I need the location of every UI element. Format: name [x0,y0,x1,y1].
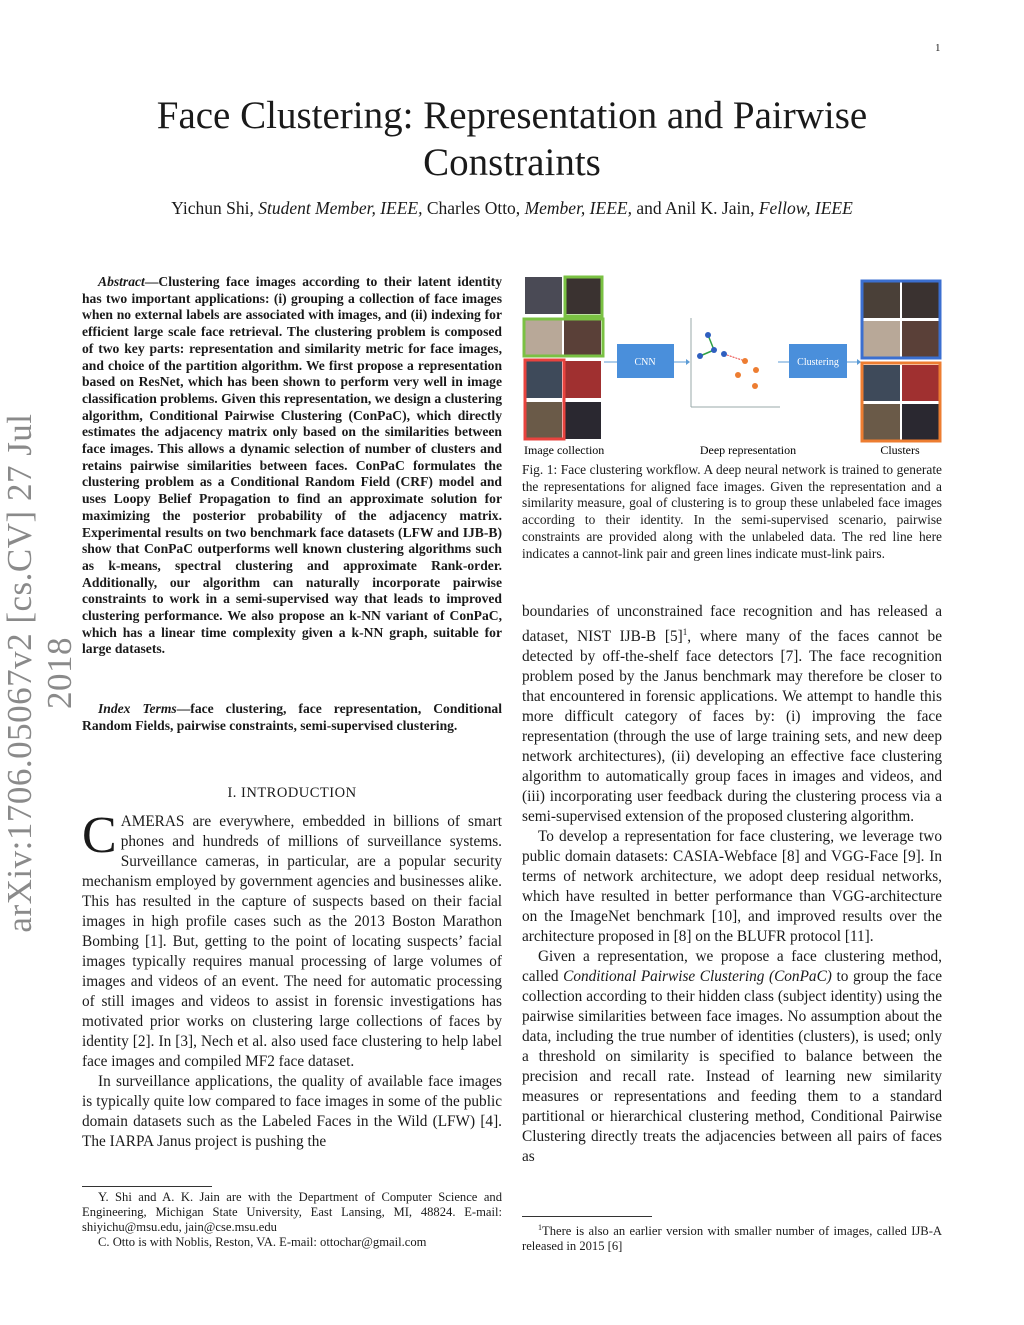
abstract-label: Abstract [98,274,145,289]
right-paragraph-2: To develop a representation for face clustering, we leverage two public domain datasets: CASIA-Webface [8] and VGG-Face [9]. In terms of network architecture, we adopt deep residual networks, which have resulted in better performance than VGG-architecture on the ImageNet benchmark [10], and improved results over the architecture proposed in [8] on the BLUFR protocol [11]. [522,828,942,946]
index-terms-text: —face clustering, face representation, Conditional Random Fields, pairwise constraints, semi-supervised clustering. [82,701,502,733]
figure-1 [522,274,942,460]
footnote-affiliation-2: C. Otto is with Noblis, Reston, VA. E-mail: ottochar@gmail.com [98,1235,427,1249]
footnotes-left [82,1190,502,1250]
paper-title: Face Clustering: Representation and Pairwise Constraints [156,94,868,184]
footnote-text: There is also an earlier version with smaller number of images, called IJB-A released in 2015 [6] [522,1224,942,1254]
right-paragraph-3b: to group the face collection according to their hidden class (subject identity) using the pairwise similarities between face images. No assumption about the data, including the true number of identities (clusters), is used; only a threshold on similarity is specified to balance between the precision and recall rate. Instead of learning new similarity measures or representations and feeding them to a standard partitional or hierarchical clustering method, Conditional Pairwise Clustering directly treats the adjacencies between all pairs of faces as [522,968,942,1166]
intro-paragraph-1: AMERAS are everywhere, embedded in billions of smart phones and hundreds of millions of surveillance systems. Surveillance cameras, in particular, are a popular security mechanism employed by government agencies and businesses alike. This has resulted in the capture of suspects based on their facial images in high profile cases such as the 2013 Boston Marathon Bombing [1]. But, getting to the point of locating suspects’ facial images typically requires manual processing of large volumes of images and videos of an event. The need for automatic processing of still images and videos to assist in forensic investigations has motivated prior works on clustering large collections of faces by identity [2]. In [3], Nech et al. also used face clustering to help label face images and compiled MF2 face dataset. [82,813,502,1070]
footnote-ref: 1 [682,627,688,637]
footnote-right [522,1220,942,1254]
section-heading: I. INTRODUCTION [227,785,357,801]
deep-representation-label: Deep representation [699,443,797,457]
workflow-diagram [522,274,942,460]
arxiv-stamp: arXiv:1706.05067v2 [cs.CV] 27 Jul 2018 [0,413,79,933]
clusters [862,281,940,441]
author-1: Yichun Shi, [171,198,259,218]
author-3: and Anil K. Jain, [631,198,759,218]
index-terms-label: Index Terms [98,701,177,716]
abstract-text: —Clustering face images according to their latent identity has two important applications: (i) grouping a collection of face images when no external labels are associated with images, and (ii) indexing for efficient large scale face retrieval. The clustering problem is composed of two key parts: representation and similarity metric for face images, and choice of the partition algorithm. We first propose a representation based on ResNet, which has been shown to perform very well in image classification problems. Given this representation, we design a clustering algorithm, Conditional Pairwise Clustering (ConPaC), which directly estimates the adjacency matrix only based on the similarities between face images. This allows a dynamic selection of number of clusters and retains pairwise similarities between faces. ConPaC formulates the clustering problem as a Conditional Random Field (CRF) model and uses Loopy Belief Propagation to find an approximate solution for maximizing the posterior probability of the adjacency matrix. Experimental results on two benchmark face datasets (LFW and IJB-B) show that ConPaC outperforms well known clustering algorithms such as k-means, spectral clustering and approximate Rank-order. Additionally, our algorithm can naturally incorporate pairwise constraints to work in a semi-supervised way that leads to improved clustering performance. We also propose an k-NN variant of ConPaC, which has a linear time complexity given a k-NN graph, suitable for large datasets. [82,274,502,657]
footnote-number: 1 [538,1223,542,1232]
image-collection-label: Image collection [524,443,605,457]
right-paragraph-1b: , where many of the faces cannot be detected by off-the-shelf face detectors [7]. The face recognition problem posed by the Janus benchmark may therefore be closer to that encountered in forensic applications. We attempt to handle this more difficult category of faces by: (i) improving the face representation (through the use of large training sets, and new deep network architectures), (ii) developing an effective face clustering algorithm to automatically group faces in images and videos, and (iii) incorporating user feedback during the clustering process via a semi-supervised extension of the proposed clustering algorithm. [522,628,942,826]
right-paragraph-3a: Given a representation, we propose a face clustering method, called [522,948,942,986]
authors [80,198,944,219]
image-collection [524,277,603,439]
author-2: Charles Otto, [422,198,525,218]
method-name: Conditional Pairwise Clustering (ConPaC) [563,968,832,986]
deep-representation-plot [691,318,780,407]
right-paragraph-1a: boundaries of unconstrained face recognition and has released a dataset, NIST IJB-B [5] [522,603,942,646]
page-number: 1 [935,42,941,54]
author-3-role: Fellow, IEEE [758,198,853,218]
author-2-role: Member, IEEE, [524,198,632,218]
clusters-label: Clusters [880,443,920,457]
author-1-role: Student Member, IEEE, [258,198,423,218]
drop-cap: C [82,807,117,864]
introduction-body [82,807,502,1152]
abstract [82,274,502,658]
intro-paragraph-2: In surveillance applications, the quality of available face images is typically quite low compared to face images in some of the public domain datasets such as the Labeled Faces in the Wild (LFW) [4]. The IARPA Janus project is pushing the [82,1073,502,1150]
clustering-label: Clustering [797,357,839,368]
figure-caption: Fig. 1: Face clustering workflow. A deep neural network is trained to generate the representations for aligned face images. Given the representation and a similarity measure, goal of clustering is to group these unlabeled face images according to their identity. In the semi-supervised scenario, pairwise constraints are provided along with the unlabeled data. The red line here indicates a cannot-link pair and green lines indicate must-link pairs. [522,462,942,561]
footnote-affiliation-1: Y. Shi and A. K. Jain are with the Department of Computer Science and Engineering, Michigan State University, East Lansing, MI, 48824. E-mail: shiyichu@msu.edu, jain@cse.msu.edu [82,1190,502,1234]
index-terms [82,701,502,734]
cnn-label: CNN [634,357,656,368]
right-column-body [522,602,942,1167]
